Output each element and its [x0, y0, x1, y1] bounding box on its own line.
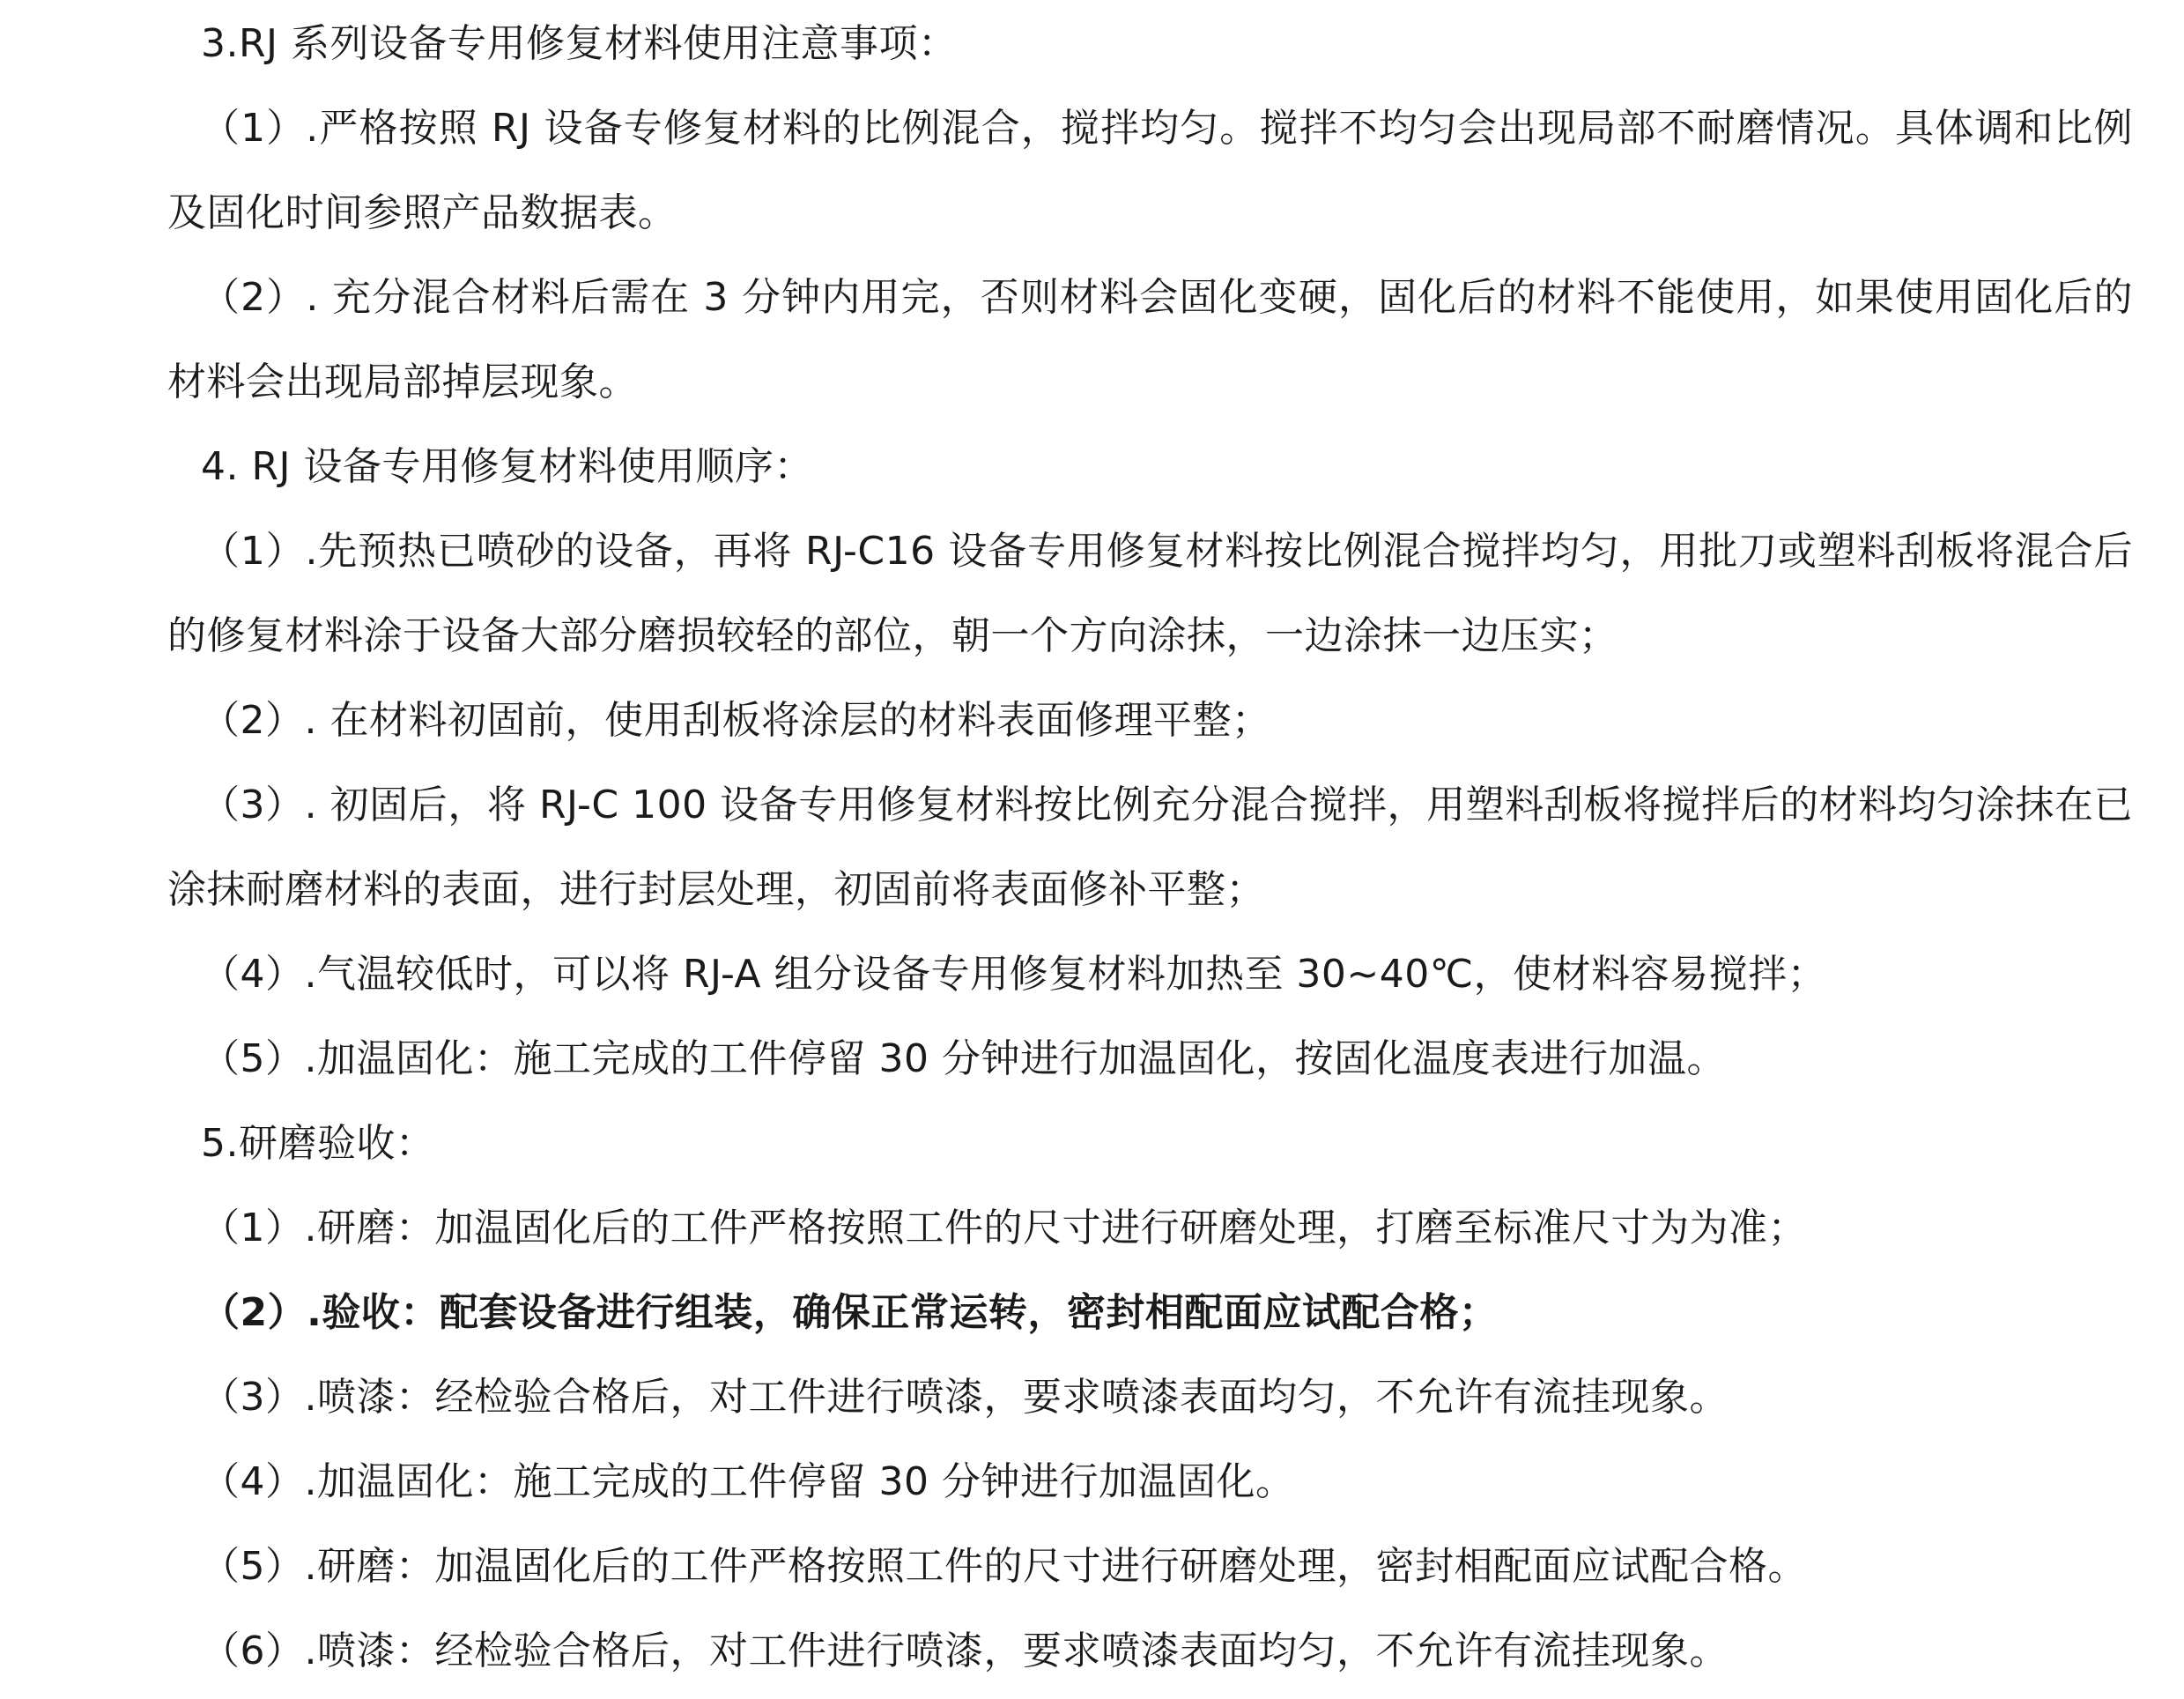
paragraph: （5）.研磨：加温固化后的工件严格按照工件的尺寸进行研磨处理，密封相配面应试配合格。 — [201, 1544, 1807, 1589]
paragraph: （3）.喷漆：经检验合格后，对工件进行喷漆，要求喷漆表面均匀，不允许有流挂现象。 — [201, 1375, 1729, 1420]
paragraph: （2）.验收：配套设备进行组装，确保正常运转，密封相配面应试配合格； — [201, 1290, 1499, 1335]
paragraph: 5.研磨验收： — [201, 1121, 435, 1166]
paragraph: （5）.加温固化：施工完成的工件停留 30 分钟进行加温固化，按固化温度表进行加温。 — [201, 1036, 1726, 1081]
paragraph: （2）. 在材料初固前，使用刮板将涂层的材料表面修理平整； — [201, 698, 1271, 743]
paragraph: （4）.气温较低时，可以将 RJ-A 组分设备专用修复材料加热至 30~40℃，使材料容易搅拌； — [201, 952, 1827, 997]
paragraph: （1）.研磨：加温固化后的工件严格按照工件的尺寸进行研磨处理，打磨至标准尺寸为为准； — [201, 1206, 1807, 1250]
paragraph: （1）.严格按照 RJ 设备专修复材料的比例混合，搅拌均匀。搅拌不均匀会出现局部不耐磨情况。具体调和比例及固化时间参照产品数据表。 — [167, 106, 2133, 235]
paragraph: 3.RJ 系列设备专用修复材料使用注意事项： — [201, 21, 958, 66]
paragraph: （2）. 充分混合材料后需在 3 分钟内用完，否则材料会固化变硬，固化后的材料不能使用，如果使用固化后的材料会出现局部掉层现象。 — [167, 275, 2133, 404]
paragraph: 4. RJ 设备专用修复材料使用顺序： — [201, 444, 814, 489]
paragraph: （4）.加温固化：施工完成的工件停留 30 分钟进行加温固化。 — [201, 1459, 1295, 1504]
paragraph: （1）.先预热已喷砂的设备，再将 RJ-C16 设备专用修复材料按比例混合搅拌均匀，用批刀或塑料刮板将混合后的修复材料涂于设备大部分磨损较轻的部位，朝一个方向涂抹，一边涂抹一边压实； — [167, 529, 2133, 658]
paragraph: （3）. 初固后，将 RJ-C 100 设备专用修复材料按比例充分混合搅拌，用塑料刮板将搅拌后的材料均匀涂抹在已涂抹耐磨材料的表面，进行封层处理，初固前将表面修补平整； — [167, 783, 2133, 912]
paragraph: （6）.喷漆：经检验合格后，对工件进行喷漆，要求喷漆表面均匀，不允许有流挂现象。 — [201, 1629, 1729, 1673]
